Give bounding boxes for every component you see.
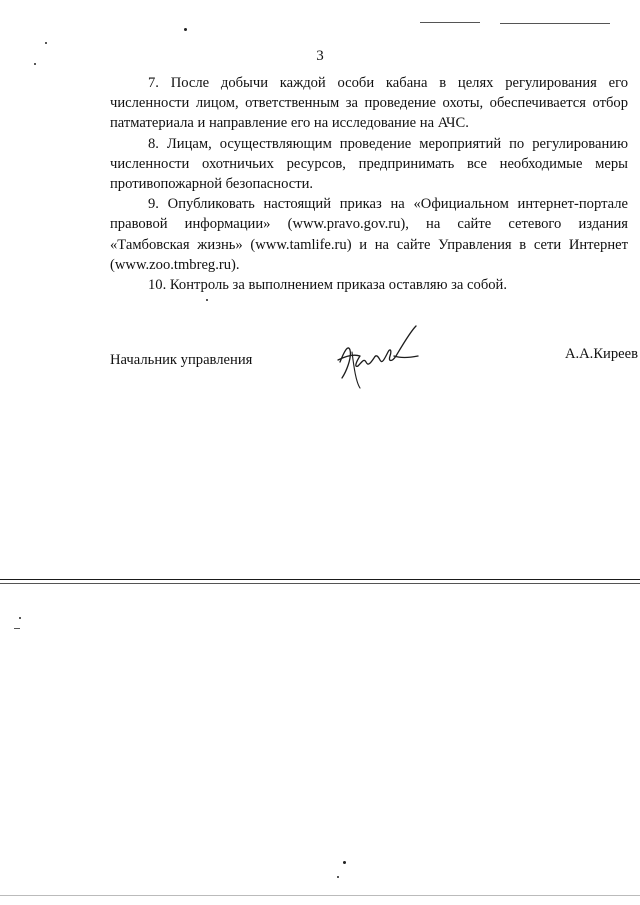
paragraph-7: 7. После добычи каждой особи кабана в целях регулирования его численности лицом, ответственным за проведение охоты, обеспечивается отбор патматериала и направление его на исследование на АЧС.: [110, 75, 628, 132]
horizontal-rule: [0, 579, 640, 580]
horizontal-rule-secondary: [0, 583, 640, 584]
scan-speck: [337, 876, 339, 878]
scan-speck: [343, 861, 346, 864]
scan-dash: [0, 895, 640, 896]
signatory-title: Начальник управления: [110, 352, 253, 368]
scan-speck: [206, 299, 208, 301]
scan-speck: [184, 28, 187, 31]
scan-speck: [45, 42, 47, 44]
paragraph-8: 8. Лицам, осуществляющим проведение мероприятий по регулированию численности охотничьих ресурсов, предпринимать все необходимые меры противопожарной безопасности.: [110, 135, 628, 193]
paragraph-9: 9. Опубликовать настоящий приказ на «Официальном интернет-портале правовой информации» (www.pravo.gov.ru), на сайте сетевого издания «Тамбовская жизнь» (www.tamlife.ru) и на сайте Управления в сети Интернет (www.zoo.tmbreg.ru).: [110, 196, 628, 273]
signatory-name: А.А.Киреев: [564, 346, 638, 362]
page-number: 3: [316, 48, 324, 64]
scan-dash: [420, 22, 480, 23]
scan-dash: [500, 23, 610, 24]
document-body: [110, 73, 628, 295]
paragraph-10: 10. Контроль за выполнением приказа оставляю за собой.: [148, 277, 508, 294]
scan-speck: [19, 617, 21, 619]
scan-dash: [14, 628, 20, 629]
handwritten-signature: [330, 322, 430, 397]
